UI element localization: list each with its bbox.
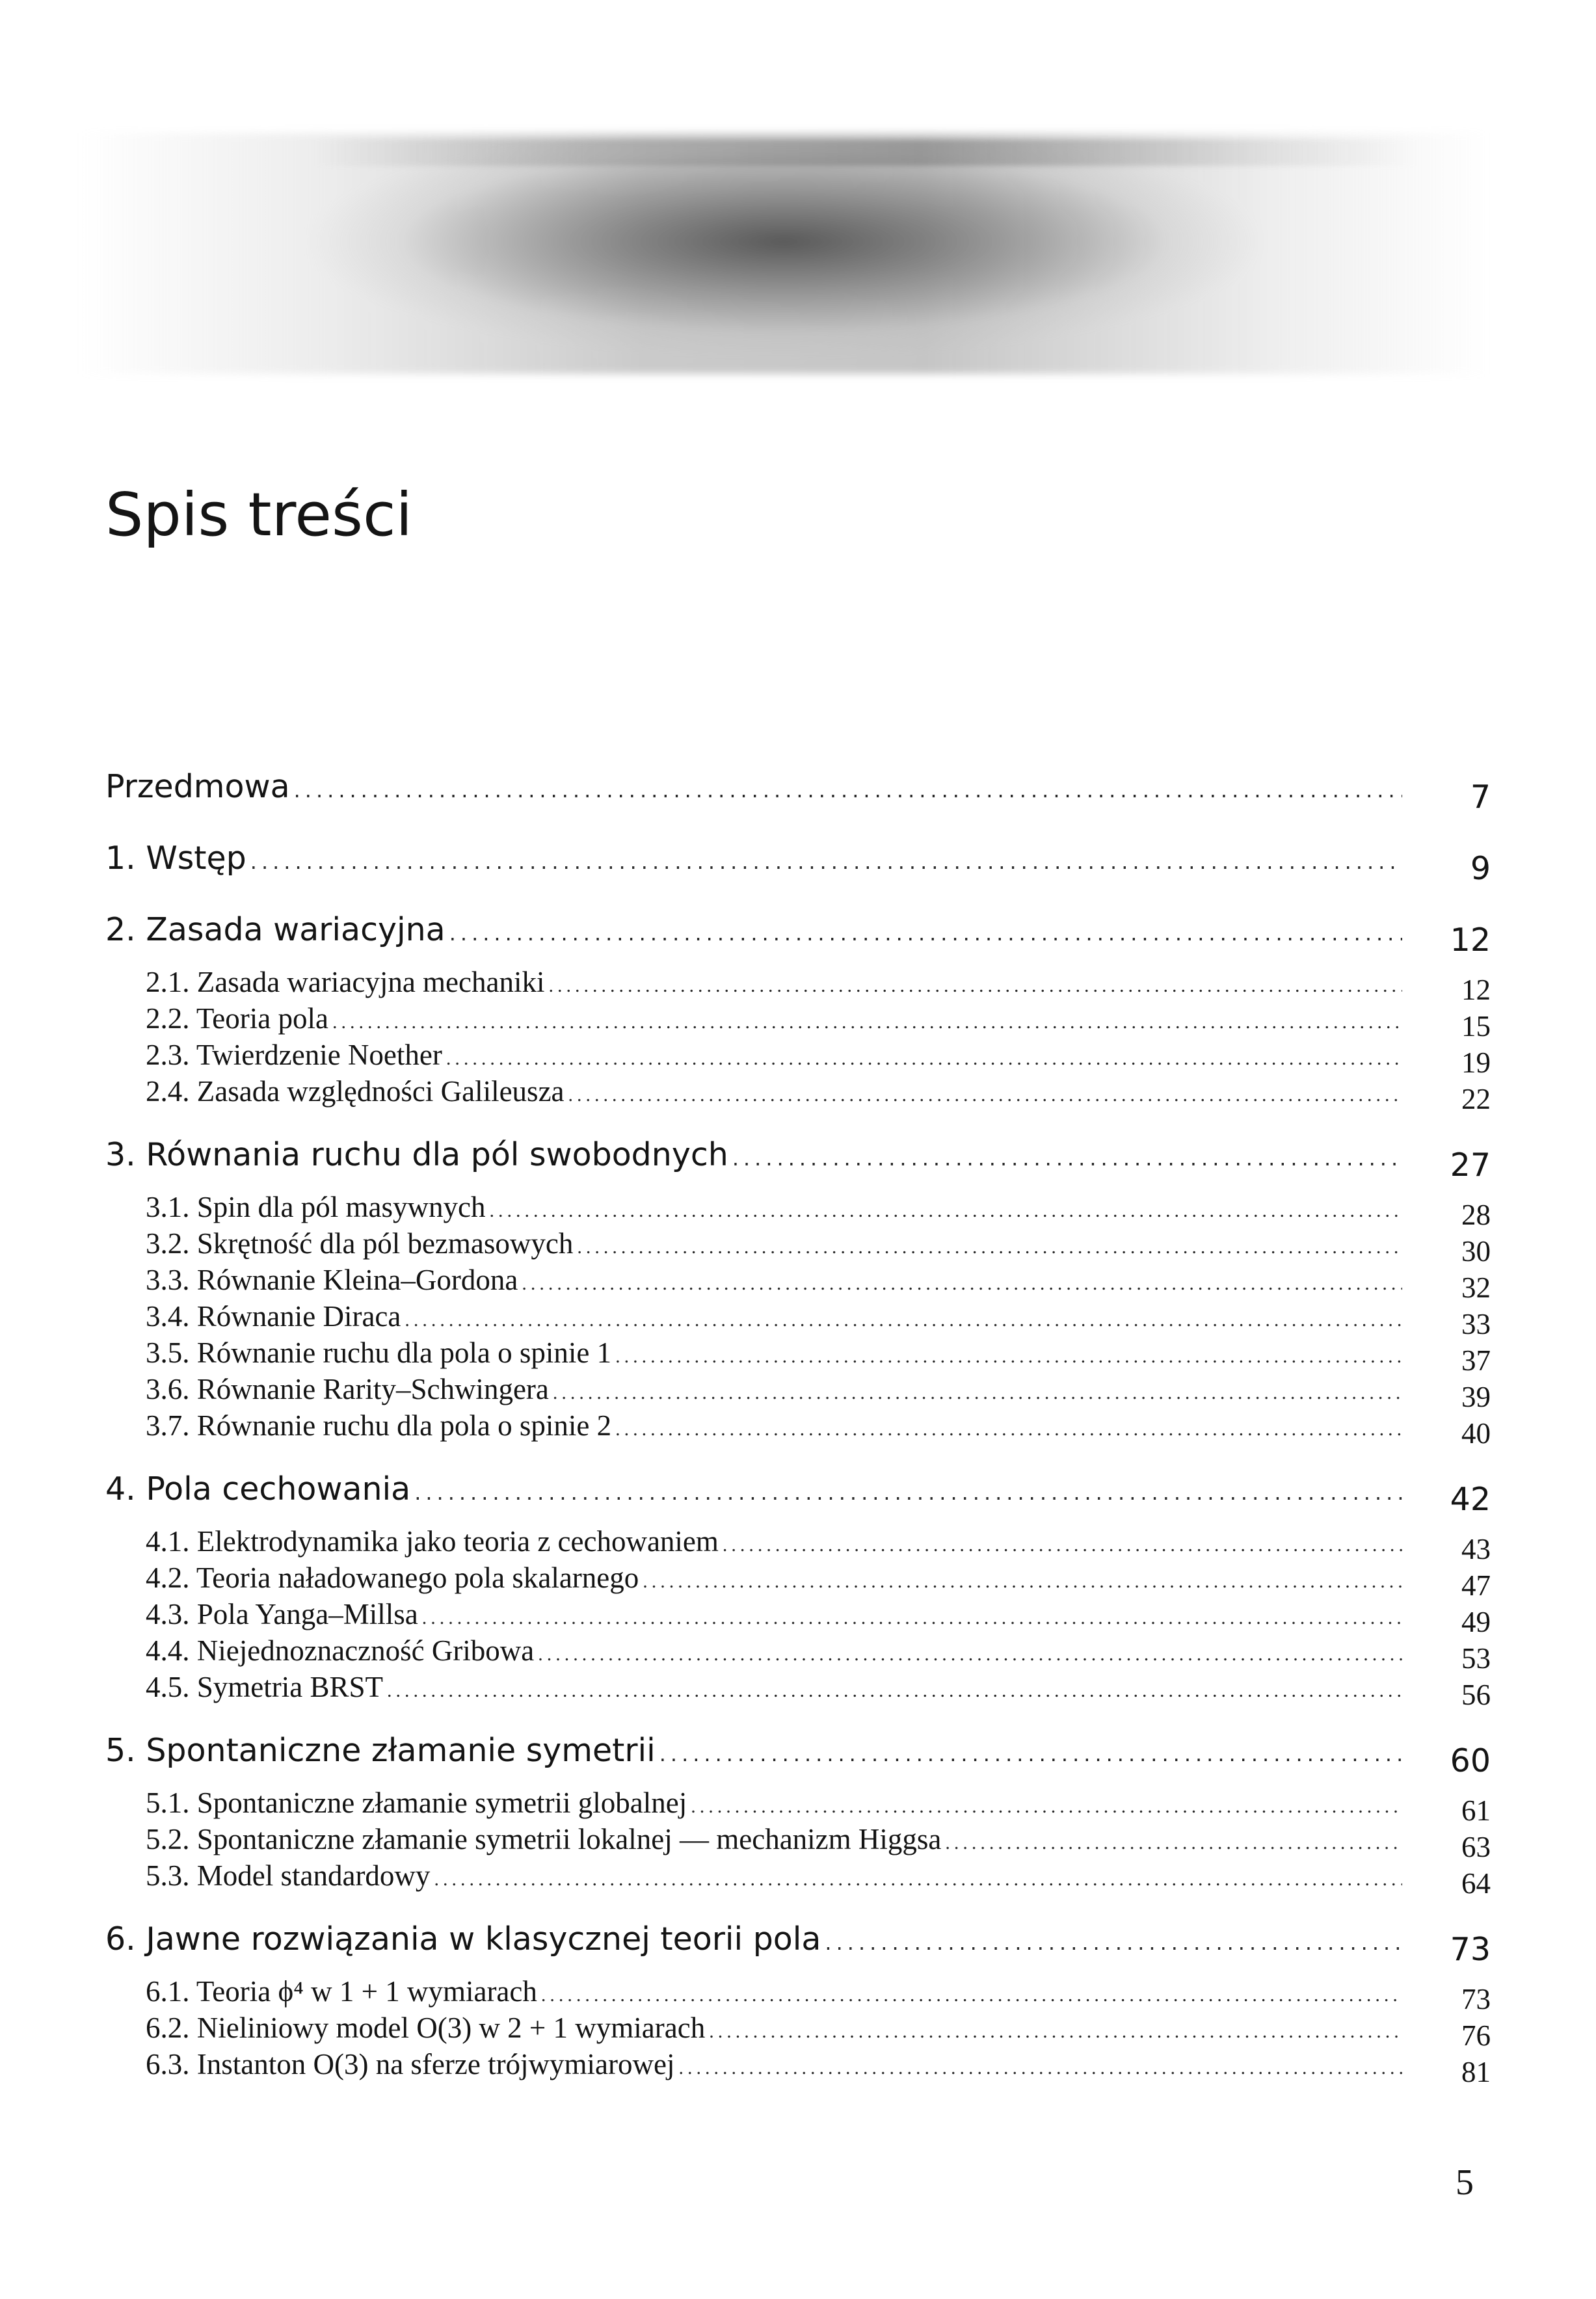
- toc-page-number: 63: [1461, 1831, 1491, 1863]
- toc-page-number: 9: [1470, 850, 1491, 887]
- toc-section-title: 4.3. Pola Yanga–Millsa: [146, 1598, 418, 1630]
- toc-section-3-4[interactable]: [105, 1298, 1491, 1340]
- toc-page-number: 81: [1461, 2056, 1491, 2088]
- toc-chapter-6[interactable]: [105, 1913, 1491, 1968]
- toc-page-number: 76: [1461, 2019, 1491, 2052]
- toc-page-number: 33: [1461, 1308, 1491, 1340]
- toc-section-title: 3.5. Równanie ruchu dla pola o spinie 1: [146, 1336, 612, 1369]
- dot-leader: [548, 968, 1402, 1004]
- dot-leader: [615, 1338, 1402, 1375]
- toc-section-title: 3.3. Równanie Kleina–Gordona: [146, 1264, 518, 1296]
- toc-page-number: 40: [1461, 1417, 1491, 1450]
- toc-section-4-3[interactable]: [105, 1596, 1491, 1638]
- dot-leader: [449, 907, 1402, 959]
- dot-leader: [387, 1673, 1402, 1709]
- toc-chapter-title: 1. Wstęp: [105, 840, 246, 877]
- dot-leader: [679, 2050, 1403, 2086]
- toc-chapter-3[interactable]: [105, 1129, 1491, 1184]
- toc-section-3-3[interactable]: [105, 1262, 1491, 1304]
- toc-page-number: 12: [1450, 922, 1491, 959]
- toc-section-2-1[interactable]: [105, 964, 1491, 1006]
- toc-section-title: 4.5. Symetria BRST: [146, 1671, 384, 1703]
- toc-section-title: 3.1. Spin dla pól masywnych: [146, 1191, 486, 1223]
- toc-page-number: 12: [1461, 974, 1491, 1006]
- toc-section-6-1[interactable]: [105, 1973, 1491, 2015]
- page-number-folio: 5: [1456, 2162, 1474, 2203]
- dot-leader: [294, 764, 1402, 816]
- toc-section-2-3[interactable]: [105, 1037, 1491, 1079]
- toc-chapter-5[interactable]: [105, 1725, 1491, 1777]
- dot-leader: [723, 1527, 1402, 1563]
- toc-page-number: 22: [1461, 1083, 1491, 1115]
- toc-section-title: 2.4. Zasada względności Galileusza: [146, 1075, 565, 1108]
- toc-chapter-title: 3. Równania ruchu dla pól swobodnych: [105, 1136, 728, 1173]
- dot-leader: [577, 1229, 1402, 1266]
- toc-section-title: 3.6. Równanie Rarity–Schwingera: [146, 1373, 549, 1405]
- toc-page-number: 56: [1461, 1679, 1491, 1711]
- dot-leader: [405, 1302, 1402, 1338]
- toc-section-6-3[interactable]: [105, 2046, 1491, 2088]
- toc-chapter-1[interactable]: [105, 832, 1491, 887]
- toc-page-number: 53: [1461, 1642, 1491, 1675]
- toc-section-title: 3.4. Równanie Diraca: [146, 1300, 401, 1333]
- toc-page-number: 7: [1470, 778, 1491, 816]
- toc-section-title: 2.1. Zasada wariacyjna mechaniki: [146, 966, 545, 998]
- dot-leader: [489, 1193, 1402, 1229]
- toc-page-number: 39: [1461, 1381, 1491, 1413]
- toc-section-5-1[interactable]: [105, 1785, 1491, 1827]
- toc-page-number: 64: [1461, 1867, 1491, 1900]
- dot-leader: [945, 1825, 1402, 1861]
- toc-page-number: 43: [1461, 1533, 1491, 1565]
- toc-section-3-5[interactable]: [105, 1335, 1491, 1377]
- toc-section-title: 2.2. Teoria pola: [146, 1002, 328, 1035]
- toc-page-number: 42: [1450, 1481, 1491, 1518]
- toc-chapter-2[interactable]: [105, 904, 1491, 959]
- header-halftone-banner-edge: [312, 140, 1418, 166]
- toc-page-number: 73: [1461, 1983, 1491, 2015]
- toc-section-title: 4.1. Elektrodynamika jako teoria z cechowaniem: [146, 1525, 719, 1558]
- dot-leader: [568, 1077, 1402, 1113]
- dot-leader: [691, 1788, 1402, 1825]
- dot-leader: [615, 1411, 1402, 1448]
- toc-page-number: 49: [1461, 1606, 1491, 1638]
- dot-leader: [414, 1467, 1402, 1519]
- header-halftone-banner: [78, 133, 1489, 374]
- toc-section-6-2[interactable]: [105, 2010, 1491, 2052]
- toc-page-number: 37: [1461, 1344, 1491, 1377]
- dot-leader: [522, 1266, 1402, 1302]
- dot-leader: [332, 1004, 1402, 1041]
- toc-section-title: 4.4. Niejednoznaczność Gribowa: [146, 1634, 535, 1667]
- toc-page-number: 61: [1461, 1794, 1491, 1827]
- toc-section-4-1[interactable]: [105, 1523, 1491, 1565]
- toc-page-number: 60: [1450, 1742, 1491, 1779]
- toc-section-title: 5.1. Spontaniczne złamanie symetrii globalnej: [146, 1787, 687, 1819]
- toc-section-title: 4.2. Teoria naładowanego pola skalarnego: [146, 1561, 639, 1594]
- dot-leader: [825, 1917, 1402, 1969]
- dot-leader: [446, 1041, 1402, 1077]
- toc-page-number: 15: [1461, 1010, 1491, 1043]
- toc-section-3-1[interactable]: [105, 1189, 1491, 1231]
- dot-leader: [538, 1636, 1402, 1673]
- toc-section-2-2[interactable]: [105, 1000, 1491, 1043]
- toc-chapter-title: 4. Pola cechowania: [105, 1470, 411, 1508]
- toc-section-title: 6.3. Instanton O(3) na sferze trójwymiarowej: [146, 2048, 675, 2080]
- toc-section-3-6[interactable]: [105, 1371, 1491, 1413]
- dot-leader: [250, 836, 1402, 888]
- toc-section-title: 6.1. Teoria ϕ⁴ w 1 + 1 wymiarach: [146, 1975, 537, 2008]
- toc-section-title: 5.2. Spontaniczne złamanie symetrii lokalnej — mechanizm Higgsa: [146, 1823, 942, 1855]
- toc-section-title: 5.3. Model standardowy: [146, 1859, 431, 1892]
- dot-leader: [659, 1728, 1402, 1780]
- toc-chapter-title: Przedmowa: [105, 768, 290, 805]
- toc-section-title: 3.7. Równanie ruchu dla pola o spinie 2: [146, 1409, 612, 1442]
- dot-leader: [732, 1132, 1402, 1184]
- toc-chapter-4[interactable]: [105, 1463, 1491, 1518]
- toc-page-number: 32: [1461, 1271, 1491, 1304]
- toc-page-number: 28: [1461, 1199, 1491, 1231]
- page-title: Spis treści: [105, 480, 413, 550]
- toc-section-3-2[interactable]: [105, 1225, 1491, 1268]
- toc-section-2-4[interactable]: [105, 1073, 1491, 1115]
- toc-chapter-title: 6. Jawne rozwiązania w klasycznej teorii pola: [105, 1920, 821, 1958]
- toc-section-4-2[interactable]: [105, 1560, 1491, 1602]
- toc-section-title: 6.2. Nieliniowy model O(3) w 2 + 1 wymiarach: [146, 2012, 706, 2044]
- toc-section-title: 3.2. Skrętność dla pól bezmasowych: [146, 1227, 574, 1260]
- dot-leader: [709, 2013, 1402, 2050]
- table-of-contents: [105, 761, 1491, 2088]
- toc-section-5-2[interactable]: [105, 1821, 1491, 1863]
- toc-chapter-przedmowa[interactable]: [105, 761, 1491, 816]
- toc-page-number: 73: [1450, 1931, 1491, 1968]
- toc-page-number: 19: [1461, 1046, 1491, 1079]
- dot-leader: [553, 1375, 1402, 1411]
- toc-page-number: 30: [1461, 1235, 1491, 1268]
- toc-section-4-4[interactable]: [105, 1632, 1491, 1675]
- toc-section-5-3[interactable]: [105, 1857, 1491, 1900]
- dot-leader: [434, 1861, 1402, 1898]
- toc-chapter-title: 2. Zasada wariacyjna: [105, 911, 446, 948]
- toc-section-3-7[interactable]: [105, 1407, 1491, 1450]
- toc-chapter-title: 5. Spontaniczne złamanie symetrii: [105, 1732, 656, 1769]
- toc-section-title: 2.3. Twierdzenie Noether: [146, 1039, 442, 1071]
- dot-leader: [541, 1977, 1402, 2013]
- toc-section-4-5[interactable]: [105, 1669, 1491, 1711]
- toc-page-number: 47: [1461, 1569, 1491, 1602]
- dot-leader: [422, 1600, 1402, 1636]
- toc-page-number: 27: [1450, 1147, 1491, 1184]
- dot-leader: [643, 1563, 1402, 1600]
